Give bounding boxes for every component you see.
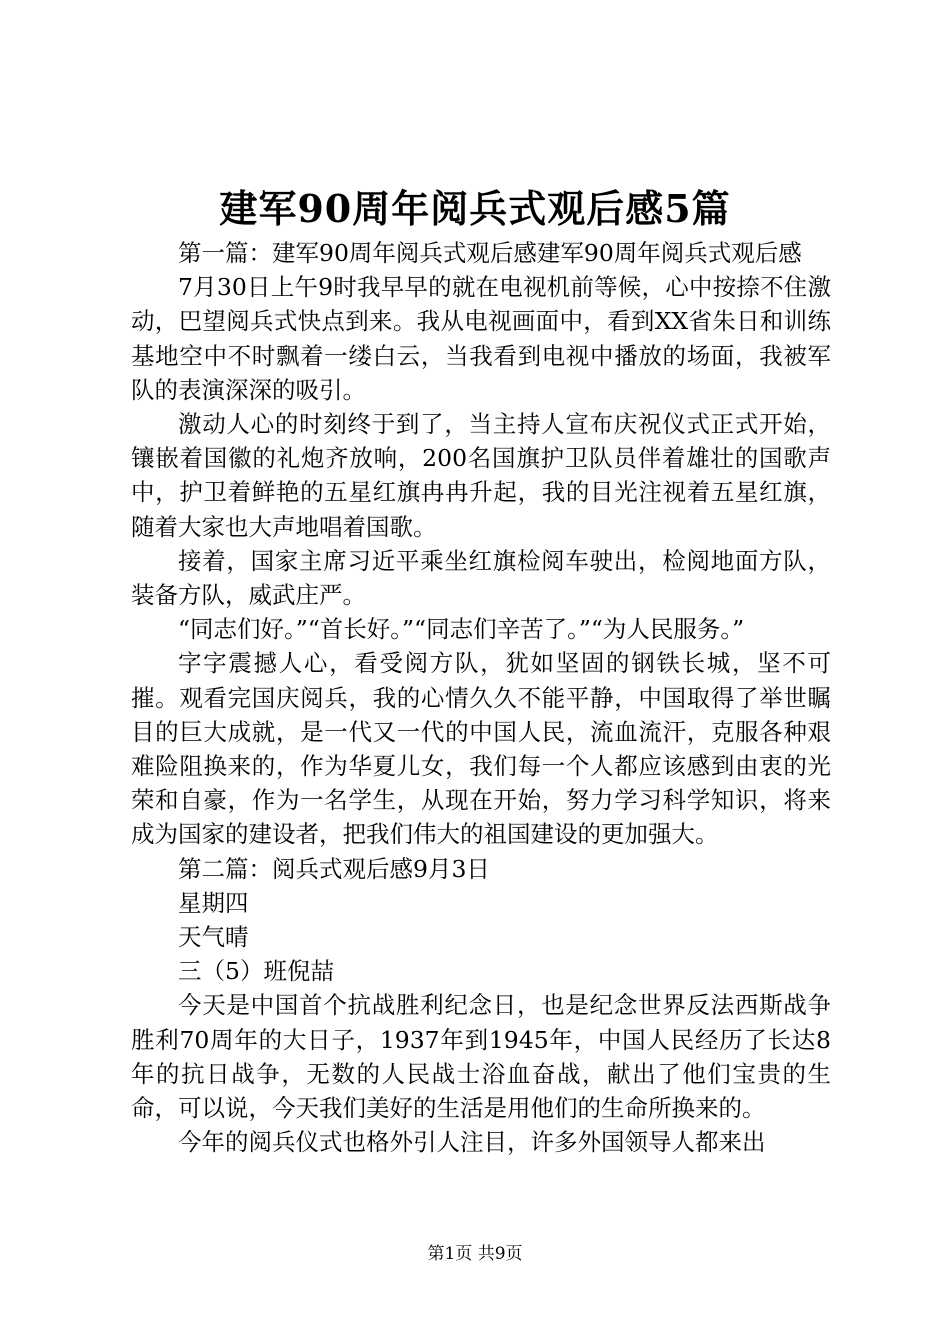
paragraph: 第二篇：阅兵式观后感9月3日 [178, 854, 490, 883]
document-title: 建军90周年阅兵式观后感5篇 [219, 186, 731, 231]
paragraph: 星期四 [178, 888, 249, 917]
paragraph: 第一篇：建军90周年阅兵式观后感建军90周年阅兵式观后感 [178, 239, 802, 267]
paragraph: 今年的阅兵仪式也格外引人注目，许多外国领导人都来出 [178, 1128, 766, 1157]
paragraph: 天气晴 [178, 923, 249, 952]
document-body [131, 236, 831, 1159]
page-footer: 第1页 共9页 [427, 1244, 523, 1264]
paragraph: 三（5）班倪喆 [178, 957, 334, 986]
paragraph: 接着，国家主席习近平乘坐红旗检阅车驶出，检阅地面方队，装备方队，威武庄严。 [131, 546, 831, 610]
paragraph: 今天是中国首个抗战胜利纪念日，也是纪念世界反法西斯战争胜利70周年的大日子，1937年到1945年，中国人民经历了长达8年的抗日战争，无数的人民战士浴血奋战，献出了他们宝贵的生命，可以说，今天我们美好的生活是用他们的生命所换来的。 [131, 991, 831, 1123]
paragraph: “同志们好。”“首长好。”“同志们辛苦了。”“为人民服务。” [178, 615, 745, 644]
paragraph: 7月30日上午9时我早早的就在电视机前等候，心中按捺不住激动，巴望阅兵式快点到来。我从电视画面中，看到XX省朱日和训练基地空中不时飘着一缕白云，当我看到电视中播放的场面，我被军队的表演深深的吸引。 [131, 273, 831, 404]
paragraph: 激动人心的时刻终于到了，当主持人宣布庆祝仪式正式开始，镶嵌着国徽的礼炮齐放响，200名国旗护卫队员伴着雄壮的国歌声中，护卫着鲜艳的五星红旗冉冉升起，我的目光注视着五星红旗，随着大家也大声地唱着国歌。 [131, 410, 831, 541]
paragraph: 字字震撼人心，看受阅方队，犹如坚固的钢铁长城，坚不可摧。观看完国庆阅兵，我的心情久久不能平静，中国取得了举世瞩目的巨大成就，是一代又一代的中国人民，流血流汗，克服各种艰难险阻换来的，作为华夏儿女，我们每一个人都应该感到由衷的光荣和自豪，作为一名学生，从现在开始，努力学习科学知识，将来成为国家的建设者，把我们伟大的祖国建设的更加强大。 [131, 649, 831, 849]
